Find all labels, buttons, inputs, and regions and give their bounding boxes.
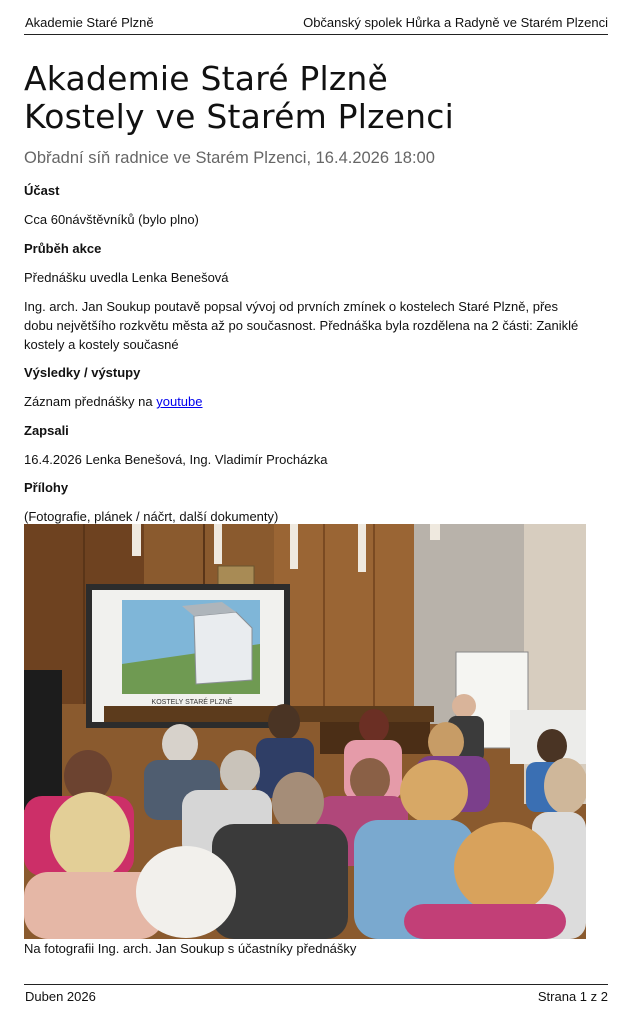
section-heading-zapsali: Zapsali [24,423,69,438]
section-text-ucast: Cca 60návštěvníků (bylo plno) [24,212,199,227]
section-heading-prubeh: Průběh akce [24,241,102,256]
page-footer [24,984,608,1005]
section-text-zapsali: 16.4.2026 Lenka Benešová, Ing. Vladimír Procházka [24,452,328,467]
section-heading-prilohy: Přílohy [24,480,69,495]
vysledky-prefix: Záznam přednášky na [24,394,157,409]
section-text-prubeh-1: Přednášku uvedla Lenka Benešová [24,270,229,285]
section-heading-vysledky: Výsledky / výstupy [24,365,141,380]
header-right-text: Občanský spolek Hůrka a Radyně ve Starém Plzenci [303,15,608,30]
title-line-1: Akademie Staré Plzně [24,59,389,98]
lecture-photo [24,524,586,939]
section-text-prilohy: (Fotografie, plánek / náčrt, další dokumenty) [24,509,279,524]
footer-page-number: Strana 1 z 2 [537,989,608,1004]
youtube-link[interactable]: youtube [156,394,203,409]
section-text-vysledky [24,392,584,411]
screen-text: KOSTELY STARÉ PLZNĚ [151,699,233,706]
event-subtitle: Obřadní síň radnice ve Starém Plzenci, 16.4.2026 18:00 [24,149,435,167]
title-line-2: Kostely ve Starém Plzenci [24,97,454,136]
section-text-prubeh-2: Ing. arch. Jan Soukup poutavě popsal vývoj od prvních zmínek o kostelech Staré Plzně, přes dobu největšího rozkvětu města až po současnost. Přednáška byla rozdělena na 2 části: Zaniklé kostely a kostely současné [24,299,579,352]
page-header [24,14,608,35]
page-title [24,60,454,136]
footer-left-text: Duben 2026 [25,989,96,1004]
photo-caption: Na fotografii Ing. arch. Jan Soukup s účastníky přednášky [24,941,357,956]
header-left-text: Akademie Staré Plzně [25,15,154,30]
section-heading-ucast: Účast [24,183,60,198]
